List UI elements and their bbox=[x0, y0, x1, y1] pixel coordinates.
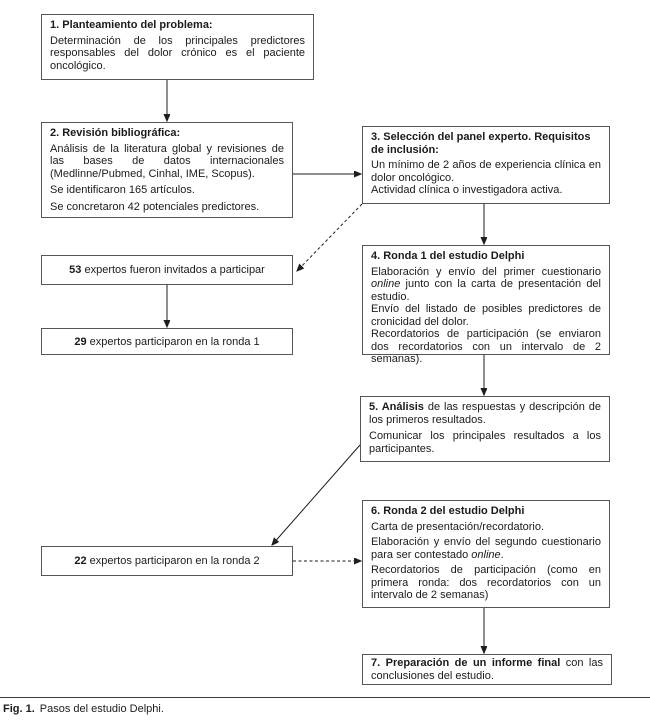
step4-box bbox=[362, 245, 610, 365]
step6-text-3: Recordatorios de participación (como en primera ronda: dos recordatorios con un intervalo de 2 semanas) bbox=[371, 564, 601, 601]
step2-box bbox=[41, 122, 293, 218]
step2-text-3: Se concretaron 42 potenciales predictores. bbox=[50, 200, 260, 213]
figure-caption-label: Fig. 1. bbox=[3, 703, 35, 715]
experts-round1-text: 29 expertos participaron en la ronda 1 bbox=[74, 335, 260, 348]
step4-text-2: Envío del listado de posibles predictores de cronicidad del dolor. bbox=[371, 303, 601, 328]
step1-text: Determinación de los principales predictores responsables del dolor crónico es el paciente oncológico. bbox=[50, 34, 305, 72]
step4-title: 4. Ronda 1 del estudio Delphi bbox=[371, 250, 525, 262]
step3-text-1: Un mínimo de 2 años de experiencia clínica en dolor oncológico. bbox=[371, 159, 601, 184]
step2-text-1: Análisis de la literatura global y revisiones de las bases de datos internacionales (Medlinne/Pubmed, Cinhal, IME, Scopus). bbox=[50, 142, 284, 180]
step2-title: 2. Revisión bibliográfica: bbox=[50, 127, 181, 139]
step7-text: 7. Preparación de un informe final con las conclusiones del estudio. bbox=[371, 657, 603, 682]
step5-text-1: 5. Análisis de las respuestas y descripción de los primeros resultados. bbox=[369, 401, 601, 426]
experts-round2-box bbox=[41, 546, 293, 576]
experts-round1-box bbox=[41, 328, 293, 355]
step6-title: 6. Ronda 2 del estudio Delphi bbox=[371, 505, 525, 517]
step3-text-2: Actividad clínica o investigadora activa. bbox=[371, 184, 563, 196]
step7-box bbox=[362, 654, 612, 685]
arrow-step3-to-experts53-dashed bbox=[297, 204, 362, 271]
step6-text-2: Elaboración y envío del segundo cuestionario para ser contestado online. bbox=[371, 536, 601, 561]
experts-invited-text: 53 expertos fueron invitados a participar bbox=[69, 264, 265, 276]
caption-divider bbox=[0, 697, 650, 698]
step3-box bbox=[362, 126, 610, 204]
step2-text-2: Se identificaron 165 artículos. bbox=[50, 184, 195, 196]
figure-caption bbox=[3, 703, 164, 716]
experts-round2-text: 22 expertos participaron en la ronda 2 bbox=[74, 555, 260, 567]
step4-text-1: Elaboración y envío del primer cuestionario online junto con la carta de presentación del estudio. bbox=[371, 265, 601, 303]
step3-title: 3. Selección del panel experto. Requisitos de inclusión: bbox=[371, 131, 591, 156]
step5-box bbox=[360, 396, 610, 462]
step6-box bbox=[362, 500, 610, 608]
step1-box bbox=[41, 14, 314, 80]
step5-text-2: Comunicar los principales resultados a los participantes. bbox=[369, 430, 601, 455]
step1-title: 1. Planteamiento del problema: bbox=[50, 19, 213, 31]
step6-text-1: Carta de presentación/recordatorio. bbox=[371, 520, 545, 533]
arrow-step5-to-experts22 bbox=[272, 445, 360, 545]
experts-invited-box bbox=[41, 255, 293, 285]
step4-text-3: Recordatorios de participación (se enviaron dos recordatorios con un intervalo de 2 semanas). bbox=[371, 328, 601, 365]
figure-caption-text: Pasos del estudio Delphi. bbox=[39, 703, 164, 715]
